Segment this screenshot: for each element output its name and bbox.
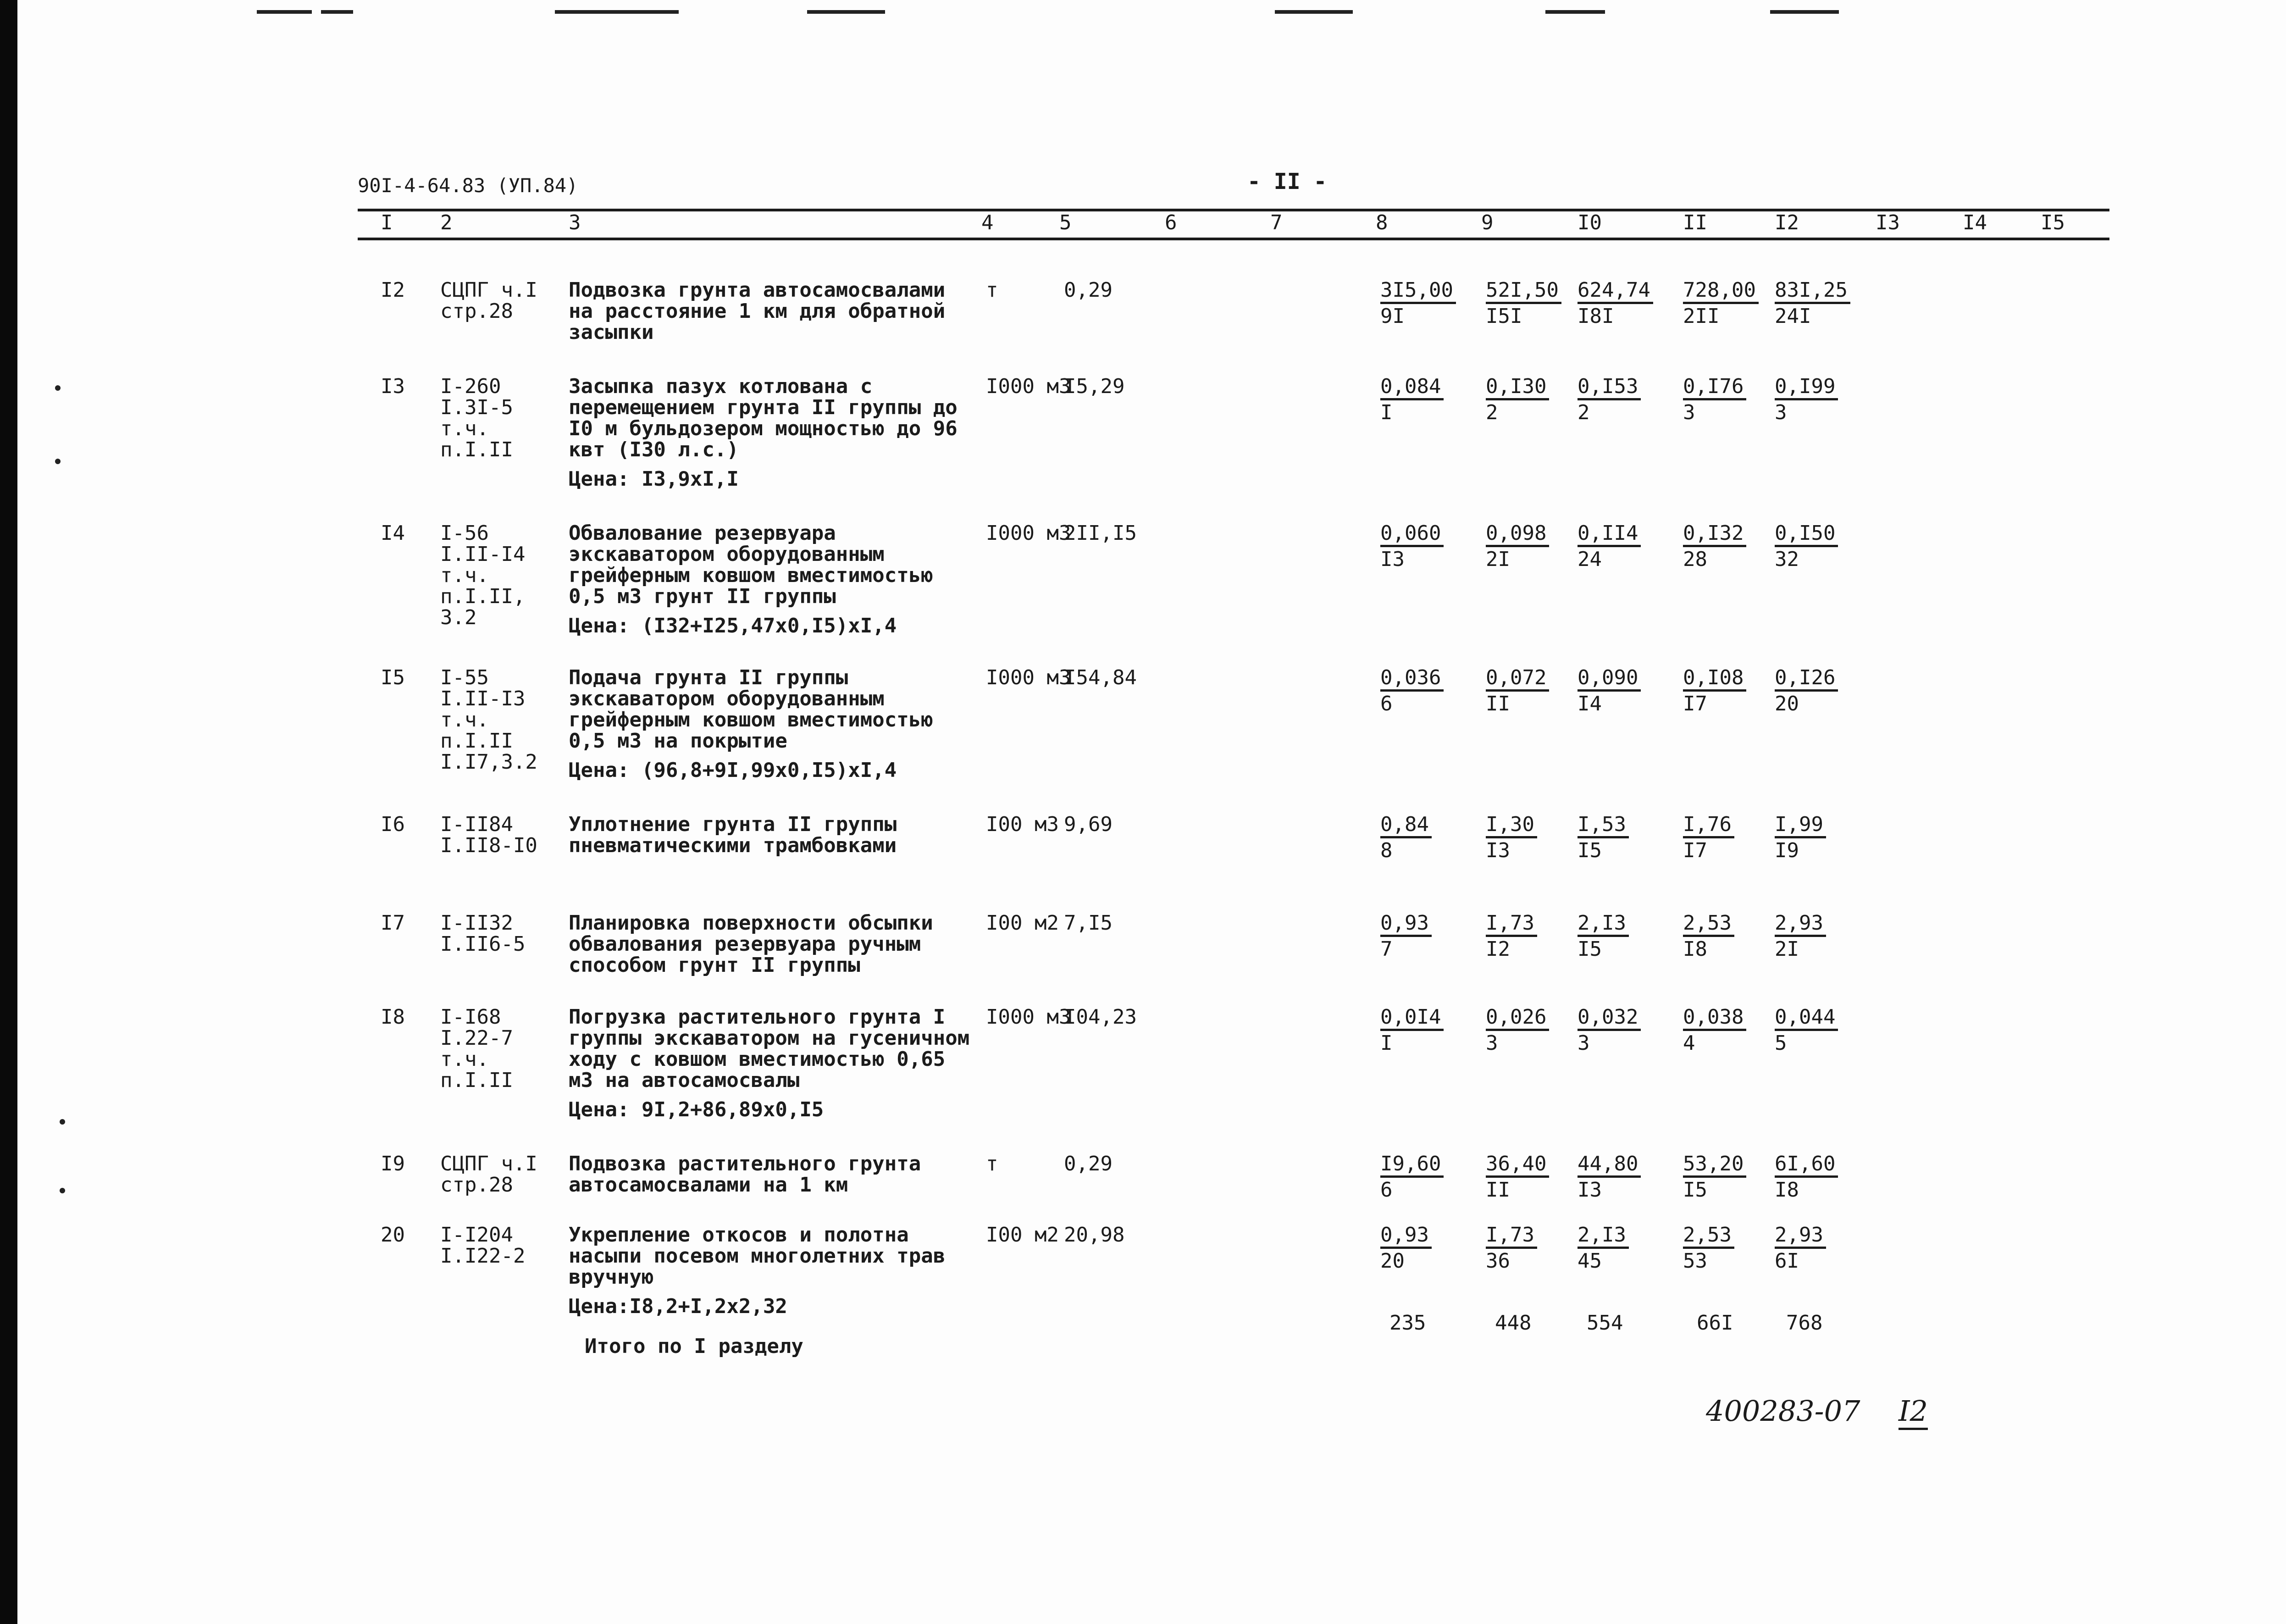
fraction-denominator: 7	[1380, 937, 1393, 961]
quantity: I54,84	[1064, 666, 1137, 689]
fraction-numerator: I,30	[1486, 814, 1537, 838]
row-number: I3	[381, 375, 405, 398]
work-description: Уплотнение грунта II группы пневматическими трамбовками	[569, 813, 897, 857]
work-description-cell	[569, 1153, 972, 1196]
fraction-numerator: 0,060	[1380, 523, 1444, 547]
work-description-cell	[569, 523, 972, 637]
fraction-numerator: 44,80	[1578, 1153, 1641, 1178]
norm-reference	[440, 1225, 525, 1267]
fraction-denominator: 2	[1578, 401, 1590, 424]
work-description: Подвозка грунта автосамосвалами на расстояние 1 км для обратной засыпки	[569, 278, 946, 344]
fraction-numerator: 2,93	[1775, 913, 1826, 937]
norm-reference-line: т.ч.	[440, 1048, 489, 1071]
price-formula: Цена: (96,8+9I,99x0,I5)xI,4	[569, 759, 897, 782]
fraction-numerator: 0,032	[1578, 1007, 1641, 1031]
row-number: I9	[381, 1152, 405, 1175]
norm-reference-line: т.ч.	[440, 708, 489, 732]
fraction-numerator: 0,098	[1486, 523, 1549, 547]
fraction-numerator: 0,0I4	[1380, 1007, 1444, 1031]
total-value: 66I	[1697, 1311, 1733, 1335]
work-description-cell	[569, 913, 972, 976]
unit-of-measure: т	[986, 1152, 998, 1175]
scan-edge	[0, 0, 17, 1624]
fraction-denominator: 4	[1683, 1031, 1695, 1055]
norm-reference-line: I-I68	[440, 1005, 501, 1029]
fraction-value	[1683, 376, 1746, 423]
fraction-value	[1380, 376, 1444, 423]
fraction-value	[1683, 667, 1746, 715]
fraction-value	[1486, 523, 1549, 570]
fraction-denominator: I5I	[1486, 305, 1522, 328]
norm-reference-line: СЦПГ ч.I	[440, 1152, 537, 1175]
fraction-value	[1486, 1007, 1549, 1054]
norm-reference-line: стр.28	[440, 1173, 513, 1197]
norm-reference	[440, 1153, 537, 1196]
fraction-value	[1380, 1225, 1432, 1272]
fraction-numerator: 0,I08	[1683, 667, 1746, 692]
fraction-numerator: 0,090	[1578, 667, 1641, 692]
fraction-value	[1683, 814, 1734, 861]
norm-reference-line: п.I.II	[440, 438, 513, 461]
fraction-value	[1380, 1007, 1444, 1054]
fraction-numerator: 36,40	[1486, 1153, 1549, 1178]
norm-reference-line: 3.2	[440, 606, 477, 629]
norm-reference-line: стр.28	[440, 299, 513, 323]
work-description: Погрузка растительного грунта I группы экскаватором на гусеничном ходу с ковшом вместимостью 0,65 м3 на автосамосвалы	[569, 1005, 970, 1092]
norm-reference-line: I.22-7	[440, 1026, 513, 1050]
fraction-denominator: I7	[1683, 839, 1707, 862]
work-description-cell	[569, 280, 972, 343]
fraction-denominator: 36	[1486, 1249, 1510, 1273]
fraction-denominator: 2	[1486, 401, 1498, 424]
fraction-value	[1775, 1153, 1838, 1201]
fraction-denominator: 53	[1683, 1249, 1707, 1273]
fraction-value	[1578, 667, 1641, 715]
unit-of-measure: I000 м3	[986, 1005, 1071, 1029]
fraction-numerator: I9,60	[1380, 1153, 1444, 1178]
fraction-numerator: 0,084	[1380, 376, 1444, 400]
fraction-value	[1578, 913, 1629, 960]
fraction-numerator: 0,I30	[1486, 376, 1549, 400]
total-label: Итого по I разделу	[585, 1335, 803, 1358]
work-description: Подача грунта II группы экскаватором оборудованным грейферным ковшом вместимостью 0,5 м3 на покрытие	[569, 666, 933, 753]
fraction-value	[1380, 814, 1432, 861]
fraction-numerator: 0,I32	[1683, 523, 1746, 547]
document-code: 90I-4-64.83 (УП.84)	[358, 174, 578, 197]
column-number: 9	[1481, 211, 1494, 234]
price-formula: Цена: I3,9xI,I	[569, 467, 739, 491]
fraction-denominator: I5	[1578, 839, 1602, 862]
column-number: I2	[1775, 211, 1799, 234]
fraction-denominator: 8	[1380, 839, 1393, 862]
fraction-value	[1578, 1007, 1641, 1054]
work-description: Засыпка пазух котлована с перемещением грунта II группы до I0 м бульдозером мощностью до 96 квт (I30 л.с.)	[569, 375, 958, 461]
fraction-denominator: 24	[1578, 548, 1602, 571]
column-number: 6	[1165, 211, 1177, 234]
price-formula: Цена:I8,2+I,2x2,32	[569, 1295, 787, 1318]
work-description: Обвалование резервуара экскаватором оборудованным грейферным ковшом вместимостью 0,5 м3 грунт II группы	[569, 521, 933, 608]
fraction-denominator: 9I	[1380, 305, 1405, 328]
work-description-cell	[569, 667, 972, 781]
fraction-value	[1578, 523, 1641, 570]
fraction-denominator: 45	[1578, 1249, 1602, 1273]
fraction-numerator: 0,I50	[1775, 523, 1838, 547]
fraction-denominator: 3	[1775, 401, 1787, 424]
fraction-denominator: 32	[1775, 548, 1799, 571]
fraction-numerator: 0,I99	[1775, 376, 1838, 400]
fraction-value	[1775, 913, 1826, 960]
column-number: I4	[1963, 211, 1987, 234]
fraction-numerator: 0,I26	[1775, 667, 1838, 692]
fraction-denominator: I	[1380, 1031, 1393, 1055]
column-number: I	[381, 211, 393, 234]
fraction-value	[1380, 1153, 1444, 1201]
fraction-denominator: 2I	[1486, 548, 1510, 571]
norm-reference	[440, 280, 537, 322]
norm-reference	[440, 913, 525, 955]
fraction-value	[1683, 1007, 1746, 1054]
norm-reference-line: I-I204	[440, 1223, 513, 1247]
fraction-numerator: 728,00	[1683, 280, 1759, 304]
fraction-value	[1683, 280, 1759, 327]
fraction-numerator: I,53	[1578, 814, 1629, 838]
fraction-numerator: 2,93	[1775, 1225, 1826, 1249]
work-description: Укрепление откосов и полотна насыпи посевом многолетних трав вручную	[569, 1223, 946, 1289]
fraction-numerator: 0,93	[1380, 913, 1432, 937]
fraction-value	[1775, 523, 1838, 570]
fraction-denominator: 6	[1380, 692, 1393, 715]
fraction-numerator: 0,I53	[1578, 376, 1641, 400]
norm-reference-line: I.I7,3.2	[440, 750, 537, 774]
fraction-numerator: 3I5,00	[1380, 280, 1456, 304]
fraction-numerator: 83I,25	[1775, 280, 1850, 304]
column-number: 4	[981, 211, 994, 234]
scan-mark	[1545, 10, 1605, 14]
fraction-numerator: 0,072	[1486, 667, 1549, 692]
unit-of-measure: I000 м3	[986, 666, 1071, 689]
norm-reference-line: п.I.II,	[440, 585, 526, 608]
fraction-numerator: 2,53	[1683, 913, 1734, 937]
row-number: I6	[381, 813, 405, 836]
scan-mark	[555, 10, 679, 14]
quantity: I5,29	[1064, 375, 1125, 398]
norm-reference	[440, 1007, 513, 1091]
fraction-value	[1775, 376, 1838, 423]
norm-reference-line: I.I22-2	[440, 1244, 526, 1268]
quantity: 7,I5	[1064, 911, 1113, 935]
fraction-denominator: I5	[1683, 1178, 1707, 1202]
quantity: 0,29	[1064, 278, 1113, 302]
scan-mark	[257, 10, 312, 14]
fraction-denominator: II	[1486, 692, 1510, 715]
unit-of-measure: I00 м2	[986, 911, 1059, 935]
fraction-value	[1578, 814, 1629, 861]
fraction-numerator: 0,038	[1683, 1007, 1746, 1031]
fraction-denominator: I4	[1578, 692, 1602, 715]
table-header-rule	[358, 238, 2109, 240]
fraction-value	[1486, 913, 1537, 960]
scan-mark	[807, 10, 885, 14]
norm-reference-line: т.ч.	[440, 417, 489, 440]
fraction-value	[1486, 280, 1561, 327]
scan-dot	[60, 1119, 65, 1125]
row-number: I4	[381, 521, 405, 545]
unit-of-measure: I00 м3	[986, 813, 1059, 836]
row-number: I5	[381, 666, 405, 689]
fraction-denominator: II	[1486, 1178, 1510, 1202]
fraction-denominator: I7	[1683, 692, 1707, 715]
fraction-value	[1683, 1225, 1734, 1272]
row-number: I8	[381, 1005, 405, 1029]
fraction-denominator: 24I	[1775, 305, 1811, 328]
fraction-numerator: I,73	[1486, 1225, 1537, 1249]
fraction-denominator: I2	[1486, 937, 1510, 961]
work-description: Планировка поверхности обсыпки обвалования резервуара ручным способом грунт II группы	[569, 911, 933, 977]
fraction-value	[1683, 1153, 1746, 1201]
fraction-numerator: 2,I3	[1578, 1225, 1629, 1249]
fraction-value	[1380, 280, 1456, 327]
fraction-denominator: 3	[1578, 1031, 1590, 1055]
fraction-value	[1380, 667, 1444, 715]
price-formula: Цена: (I32+I25,47x0,I5)xI,4	[569, 614, 897, 637]
fraction-denominator: 2I	[1775, 937, 1799, 961]
fraction-value	[1486, 1153, 1549, 1201]
fraction-denominator: 2II	[1683, 305, 1720, 328]
column-number: I3	[1876, 211, 1900, 234]
fraction-denominator: 28	[1683, 548, 1707, 571]
quantity: 20,98	[1064, 1223, 1125, 1247]
norm-reference-line: I.3I-5	[440, 396, 513, 419]
fraction-denominator: I5	[1578, 937, 1602, 961]
total-value: 768	[1786, 1311, 1823, 1335]
fraction-denominator: I9	[1775, 839, 1799, 862]
total-value: 235	[1389, 1311, 1426, 1335]
fraction-value	[1683, 523, 1746, 570]
price-formula: Цена: 9I,2+86,89x0,I5	[569, 1098, 824, 1121]
column-number: 7	[1270, 211, 1283, 234]
norm-reference-line: I-260	[440, 375, 501, 398]
fraction-value	[1380, 913, 1432, 960]
fraction-denominator: 6	[1380, 1178, 1393, 1202]
fraction-value	[1486, 814, 1537, 861]
fraction-value	[1775, 814, 1826, 861]
column-number: II	[1683, 211, 1707, 234]
scan-dot	[55, 459, 61, 464]
scan-dot	[55, 385, 61, 391]
fraction-denominator: 3	[1486, 1031, 1498, 1055]
norm-reference-line: т.ч.	[440, 564, 489, 587]
row-number: 20	[381, 1223, 405, 1247]
row-number: I2	[381, 278, 405, 302]
column-number: I0	[1578, 211, 1602, 234]
scan-mark	[1275, 10, 1353, 14]
fraction-value	[1775, 280, 1850, 327]
fraction-numerator: 0,II4	[1578, 523, 1641, 547]
unit-of-measure: I000 м3	[986, 375, 1071, 398]
fraction-value	[1578, 280, 1653, 327]
norm-reference	[440, 523, 525, 628]
norm-reference	[440, 814, 537, 856]
fraction-numerator: 0,I76	[1683, 376, 1746, 400]
fraction-numerator: 6I,60	[1775, 1153, 1838, 1178]
norm-reference-line: п.I.II	[440, 1069, 513, 1092]
fraction-denominator: 3	[1683, 401, 1695, 424]
unit-of-measure: т	[986, 278, 998, 302]
norm-reference	[440, 667, 537, 773]
work-description-cell	[569, 1007, 972, 1120]
fraction-numerator: 624,74	[1578, 280, 1653, 304]
unit-of-measure: I00 м2	[986, 1223, 1059, 1247]
work-description-cell	[569, 376, 972, 490]
fraction-numerator: 0,036	[1380, 667, 1444, 692]
column-number-row	[0, 211, 2286, 238]
norm-reference	[440, 376, 513, 460]
norm-reference-line: I-56	[440, 521, 489, 545]
fraction-numerator: 0,84	[1380, 814, 1432, 838]
fraction-denominator: I3	[1578, 1178, 1602, 1202]
norm-reference-line: I-II32	[440, 911, 513, 935]
scan-mark	[1770, 10, 1839, 14]
fraction-denominator: I3	[1380, 548, 1405, 571]
fraction-value	[1578, 1225, 1629, 1272]
scan-mark	[321, 10, 353, 14]
fraction-value	[1775, 1225, 1826, 1272]
column-number: 8	[1376, 211, 1388, 234]
fraction-denominator: I	[1380, 401, 1393, 424]
fraction-denominator: 6I	[1775, 1249, 1799, 1273]
fraction-numerator: 0,044	[1775, 1007, 1838, 1031]
fraction-value	[1486, 667, 1549, 715]
norm-reference-line: п.I.II	[440, 729, 513, 753]
fraction-denominator: 20	[1380, 1249, 1405, 1273]
norm-reference-line: СЦПГ ч.I	[440, 278, 537, 302]
quantity: 0,29	[1064, 1152, 1113, 1175]
fraction-denominator: I8I	[1578, 305, 1614, 328]
fraction-numerator: 53,20	[1683, 1153, 1746, 1178]
scan-dot	[60, 1188, 65, 1193]
fraction-denominator: 20	[1775, 692, 1799, 715]
fraction-value	[1486, 1225, 1537, 1272]
column-number: 3	[569, 211, 581, 234]
fraction-numerator: 52I,50	[1486, 280, 1561, 304]
column-number: 5	[1059, 211, 1072, 234]
fraction-numerator: 2,53	[1683, 1225, 1734, 1249]
fraction-denominator: 5	[1775, 1031, 1787, 1055]
sheet-number: I2	[1899, 1394, 1928, 1430]
total-value: 448	[1495, 1311, 1532, 1335]
fraction-numerator: I,73	[1486, 913, 1537, 937]
unit-of-measure: I000 м3	[986, 521, 1071, 545]
fraction-numerator: 2,I3	[1578, 913, 1629, 937]
fraction-denominator: I8	[1683, 937, 1707, 961]
norm-reference-line: I.II8-I0	[440, 834, 537, 857]
norm-reference-line: I-55	[440, 666, 489, 689]
norm-reference-line: I.II-I4	[440, 543, 526, 566]
column-number: 2	[440, 211, 453, 234]
fraction-value	[1380, 523, 1444, 570]
norm-reference-line: I.II-I3	[440, 687, 526, 710]
norm-reference-line: I.II6-5	[440, 932, 526, 956]
quantity: I04,23	[1064, 1005, 1137, 1029]
fraction-numerator: I,76	[1683, 814, 1734, 838]
page-number: - II -	[1247, 169, 1327, 194]
fraction-denominator: I3	[1486, 839, 1510, 862]
fraction-value	[1486, 376, 1549, 423]
fraction-numerator: I,99	[1775, 814, 1826, 838]
fraction-numerator: 0,026	[1486, 1007, 1549, 1031]
column-number: I5	[2041, 211, 2065, 234]
archive-stamp: 400283-07	[1706, 1394, 1860, 1428]
fraction-value	[1578, 376, 1641, 423]
quantity: 9,69	[1064, 813, 1113, 836]
quantity: 2II,I5	[1064, 521, 1137, 545]
work-description-cell	[569, 814, 972, 856]
fraction-value	[1578, 1153, 1641, 1201]
fraction-value	[1683, 913, 1734, 960]
fraction-numerator: 0,93	[1380, 1225, 1432, 1249]
fraction-denominator: I8	[1775, 1178, 1799, 1202]
work-description-cell	[569, 1225, 972, 1317]
fraction-value	[1775, 667, 1838, 715]
row-number: I7	[381, 911, 405, 935]
fraction-value	[1775, 1007, 1838, 1054]
work-description: Подвозка растительного грунта автосамосвалами на 1 км	[569, 1152, 921, 1197]
total-value: 554	[1587, 1311, 1623, 1335]
norm-reference-line: I-II84	[440, 813, 513, 836]
